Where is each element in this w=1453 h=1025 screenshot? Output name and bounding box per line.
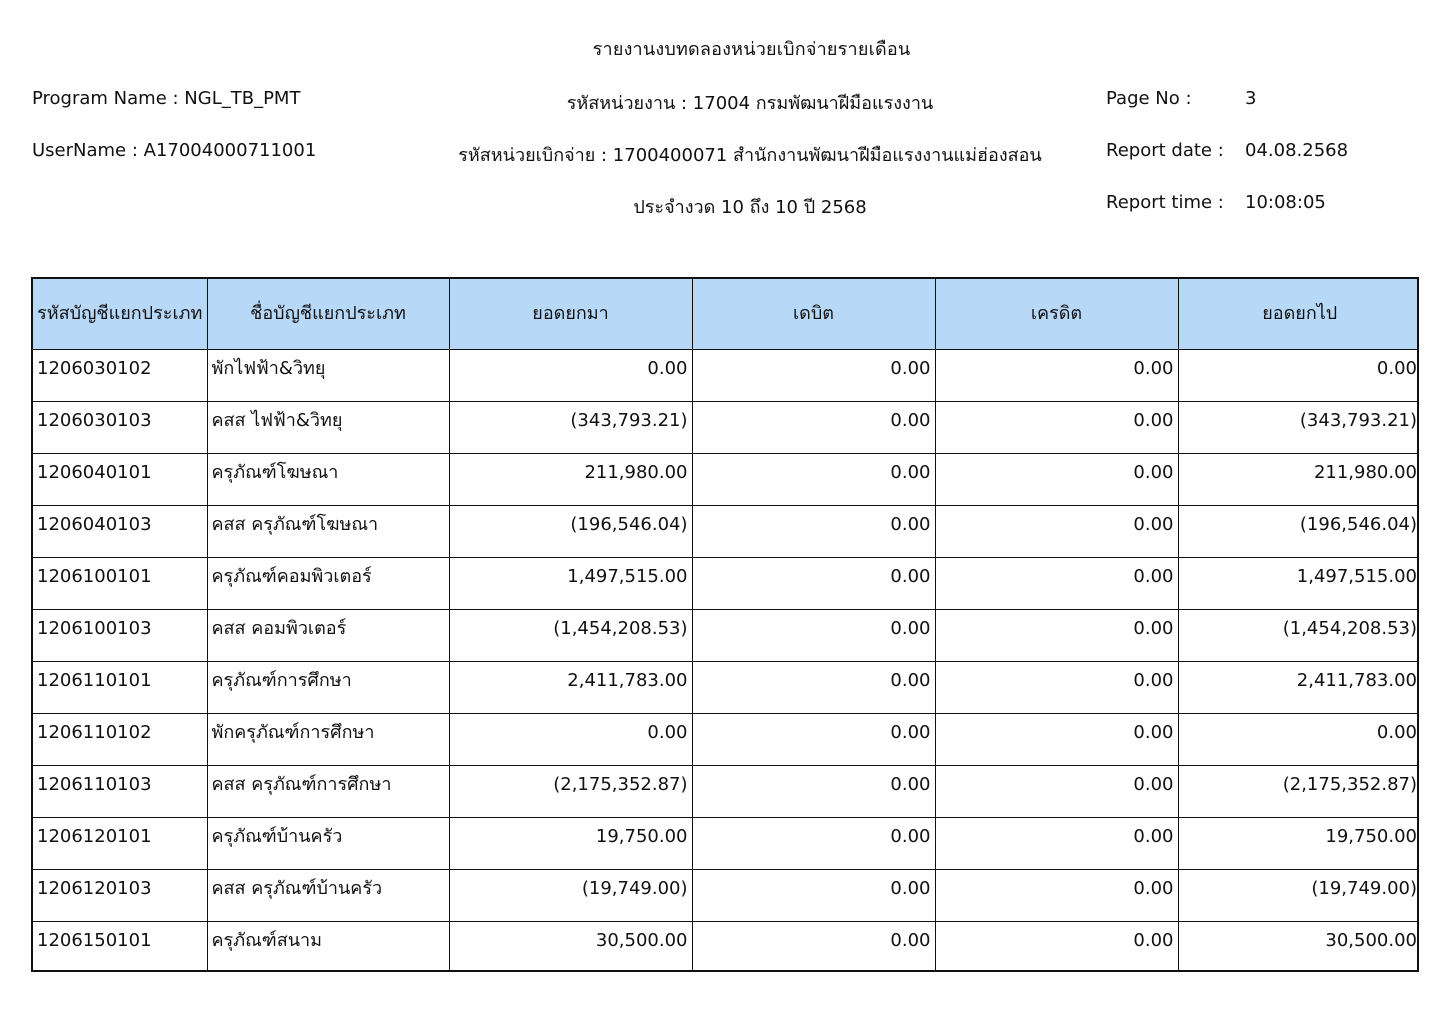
- account-name-cell: พักไฟฟ้า&วิทยุ: [207, 349, 449, 401]
- account-name-cell: ครุภัณฑ์คอมพิวเตอร์: [207, 557, 449, 609]
- disbursing-unit: รหัสหน่วยเบิกจ่าย : 1700400071 สำนักงานพัฒนาฝีมือแรงงานแม่ฮ่องสอน: [458, 145, 1042, 166]
- account-name-cell: ครุภัณฑ์การศึกษา: [207, 661, 449, 713]
- credit-cell: 0.00: [935, 557, 1178, 609]
- closing-balance-cell: (196,546.04): [1178, 505, 1419, 557]
- account-name-cell: ครุภัณฑ์โฆษณา: [207, 453, 449, 505]
- trial-balance-table: [33, 279, 1419, 972]
- user-name: UserName : A17004000711001: [32, 140, 317, 161]
- account-code-cell: 1206150101: [33, 921, 207, 972]
- closing-balance-cell: 1,497,515.00: [1178, 557, 1419, 609]
- account-code-cell: 1206120103: [33, 869, 207, 921]
- account-name-cell: คสส ครุภัณฑ์บ้านครัว: [207, 869, 449, 921]
- table-row: [33, 609, 1419, 661]
- report-date-label: Report date :: [1106, 140, 1224, 161]
- account-name-cell: พักครุภัณฑ์การศึกษา: [207, 713, 449, 765]
- credit-cell: 0.00: [935, 401, 1178, 453]
- credit-cell: 0.00: [935, 505, 1178, 557]
- account-name-cell: ครุภัณฑ์บ้านครัว: [207, 817, 449, 869]
- credit-cell: 0.00: [935, 609, 1178, 661]
- table-row: [33, 869, 1419, 921]
- column-header-account-name: ชื่อบัญชีแยกประเภท: [207, 279, 449, 349]
- debit-cell: 0.00: [692, 713, 935, 765]
- account-code-cell: 1206100101: [33, 557, 207, 609]
- debit-cell: 0.00: [692, 505, 935, 557]
- account-code-cell: 1206110101: [33, 661, 207, 713]
- report-title: รายงานงบทดลองหน่วยเบิกจ่ายรายเดือน: [592, 39, 911, 60]
- credit-cell: 0.00: [935, 349, 1178, 401]
- account-name-cell: ครุภัณฑ์สนาม: [207, 921, 449, 972]
- account-code-cell: 1206030102: [33, 349, 207, 401]
- closing-balance-cell: (343,793.21): [1178, 401, 1419, 453]
- trial-balance-table-container: [31, 277, 1419, 972]
- closing-balance-cell: (1,454,208.53): [1178, 609, 1419, 661]
- closing-balance-cell: 30,500.00: [1178, 921, 1419, 972]
- debit-cell: 0.00: [692, 661, 935, 713]
- closing-balance-cell: 0.00: [1178, 713, 1419, 765]
- debit-cell: 0.00: [692, 453, 935, 505]
- table-row: [33, 713, 1419, 765]
- account-code-cell: 1206120101: [33, 817, 207, 869]
- debit-cell: 0.00: [692, 557, 935, 609]
- credit-cell: 0.00: [935, 869, 1178, 921]
- debit-cell: 0.00: [692, 921, 935, 972]
- column-header-opening-balance: ยอดยกมา: [449, 279, 692, 349]
- table-row: [33, 765, 1419, 817]
- column-header-debit: เดบิต: [692, 279, 935, 349]
- opening-balance-cell: (196,546.04): [449, 505, 692, 557]
- program-name: Program Name : NGL_TB_PMT: [32, 88, 301, 109]
- account-code-cell: 1206040103: [33, 505, 207, 557]
- credit-cell: 0.00: [935, 661, 1178, 713]
- report-time-value: 10:08:05: [1245, 192, 1326, 213]
- opening-balance-cell: (343,793.21): [449, 401, 692, 453]
- column-header-closing-balance: ยอดยกไป: [1178, 279, 1419, 349]
- credit-cell: 0.00: [935, 765, 1178, 817]
- opening-balance-cell: (2,175,352.87): [449, 765, 692, 817]
- opening-balance-cell: 211,980.00: [449, 453, 692, 505]
- account-code-cell: 1206100103: [33, 609, 207, 661]
- debit-cell: 0.00: [692, 869, 935, 921]
- opening-balance-cell: 1,497,515.00: [449, 557, 692, 609]
- page-number-label: Page No :: [1106, 88, 1192, 109]
- opening-balance-cell: 0.00: [449, 713, 692, 765]
- closing-balance-cell: 19,750.00: [1178, 817, 1419, 869]
- debit-cell: 0.00: [692, 609, 935, 661]
- closing-balance-cell: 211,980.00: [1178, 453, 1419, 505]
- page-number-value: 3: [1245, 88, 1257, 109]
- table-row: [33, 661, 1419, 713]
- opening-balance-cell: (1,454,208.53): [449, 609, 692, 661]
- table-header-row: [33, 279, 1419, 349]
- opening-balance-cell: 19,750.00: [449, 817, 692, 869]
- opening-balance-cell: 2,411,783.00: [449, 661, 692, 713]
- column-header-credit: เครดิต: [935, 279, 1178, 349]
- debit-cell: 0.00: [692, 817, 935, 869]
- table-row: [33, 349, 1419, 401]
- closing-balance-cell: (19,749.00): [1178, 869, 1419, 921]
- account-name-cell: คสส ไฟฟ้า&วิทยุ: [207, 401, 449, 453]
- agency-code: รหัสหน่วยงาน : 17004 กรมพัฒนาฝีมือแรงงาน: [566, 93, 934, 114]
- opening-balance-cell: 0.00: [449, 349, 692, 401]
- closing-balance-cell: 0.00: [1178, 349, 1419, 401]
- table-row: [33, 921, 1419, 972]
- column-header-account-code: รหัสบัญชีแยกประเภท: [33, 279, 207, 349]
- credit-cell: 0.00: [935, 713, 1178, 765]
- credit-cell: 0.00: [935, 921, 1178, 972]
- debit-cell: 0.00: [692, 401, 935, 453]
- table-row: [33, 505, 1419, 557]
- account-code-cell: 1206040101: [33, 453, 207, 505]
- opening-balance-cell: 30,500.00: [449, 921, 692, 972]
- table-row: [33, 401, 1419, 453]
- report-period: ประจำงวด 10 ถึง 10 ปี 2568: [633, 197, 867, 218]
- table-row: [33, 557, 1419, 609]
- table-row: [33, 817, 1419, 869]
- credit-cell: 0.00: [935, 817, 1178, 869]
- credit-cell: 0.00: [935, 453, 1178, 505]
- account-code-cell: 1206110102: [33, 713, 207, 765]
- report-time-label: Report time :: [1106, 192, 1224, 213]
- account-name-cell: คสส ครุภัณฑ์การศึกษา: [207, 765, 449, 817]
- opening-balance-cell: (19,749.00): [449, 869, 692, 921]
- account-name-cell: คสส คอมพิวเตอร์: [207, 609, 449, 661]
- debit-cell: 0.00: [692, 349, 935, 401]
- table-row: [33, 453, 1419, 505]
- account-name-cell: คสส ครุภัณฑ์โฆษณา: [207, 505, 449, 557]
- closing-balance-cell: (2,175,352.87): [1178, 765, 1419, 817]
- closing-balance-cell: 2,411,783.00: [1178, 661, 1419, 713]
- debit-cell: 0.00: [692, 765, 935, 817]
- report-date-value: 04.08.2568: [1245, 140, 1349, 161]
- account-code-cell: 1206030103: [33, 401, 207, 453]
- account-code-cell: 1206110103: [33, 765, 207, 817]
